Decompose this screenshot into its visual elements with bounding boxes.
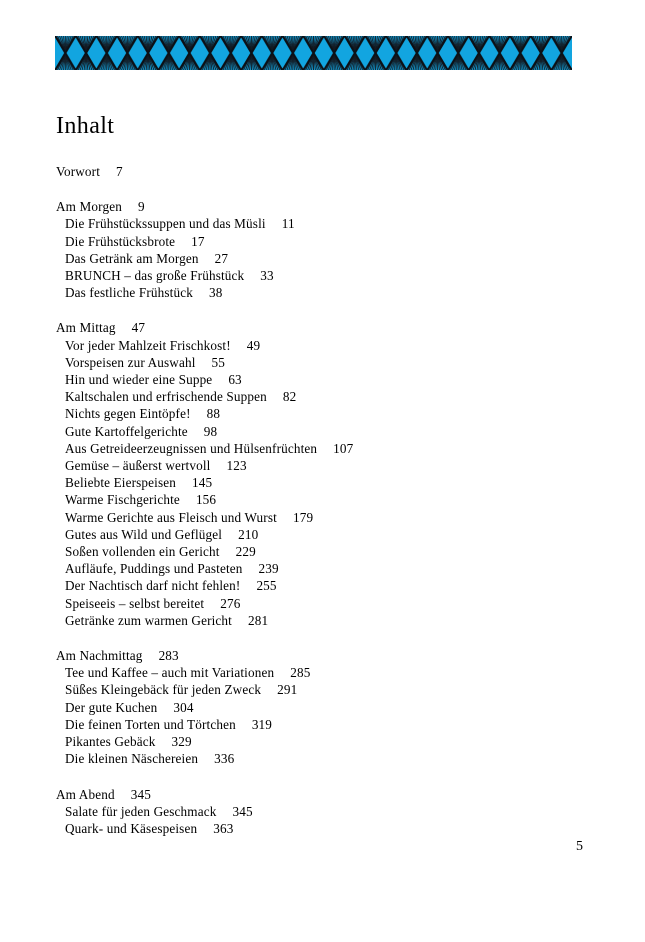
toc-entry-page-number: 239	[258, 561, 279, 577]
toc-entry-label: Aufläufe, Puddings und Pasteten	[65, 561, 243, 577]
toc-entry-page-number: 88	[206, 406, 221, 422]
toc-entry-label: Tee und Kaffee – auch mit Variationen	[65, 665, 275, 681]
toc-sub-entry[interactable]	[0, 284, 645, 301]
toc-entry-page-number: 17	[191, 233, 205, 249]
toc-entry-page-number: 210	[238, 526, 259, 542]
toc-entry-page-number: 9	[137, 199, 145, 215]
toc-section-entry[interactable]	[0, 163, 645, 180]
toc-entry-page-number: 291	[277, 682, 298, 698]
toc-entry-label: Süßes Kleingebäck für jeden Zweck	[65, 682, 262, 698]
toc-entry-page-number: 229	[235, 544, 256, 560]
toc-entry-label: Am Morgen	[56, 199, 122, 215]
toc-sub-entry[interactable]	[0, 474, 645, 491]
toc-entry-page-number: 63	[228, 372, 242, 388]
toc-group	[0, 647, 645, 767]
toc-sub-entry[interactable]	[0, 803, 645, 820]
toc-entry-label: Beliebte Eierspeisen	[65, 475, 177, 491]
toc-entry-label: Vorwort	[56, 164, 101, 179]
toc-entry-page-number: 156	[195, 492, 217, 508]
toc-entry-page-number: 38	[208, 285, 223, 301]
toc-sub-entry[interactable]	[0, 371, 645, 388]
toc-entry-page-number: 145	[192, 475, 213, 491]
toc-entry-page-number: 27	[214, 250, 229, 266]
toc-entry-page-number: 98	[203, 423, 218, 439]
toc-sub-entry[interactable]	[0, 612, 645, 629]
page-title: Inhalt	[56, 113, 115, 139]
toc-sub-entry[interactable]	[0, 664, 645, 681]
toc-entry-page-number: 11	[281, 216, 295, 232]
toc-entry-page-number: 281	[248, 612, 269, 628]
toc-entry-label: Warme Gerichte aus Fleisch und Wurst	[65, 509, 277, 525]
toc-entry-label: Aus Getreideerzeugnissen und Hülsenfrüchten	[65, 440, 318, 456]
toc-entry-page-number: 363	[213, 820, 234, 836]
toc-entry-page-number: 283	[158, 648, 179, 664]
toc-sub-entry[interactable]	[0, 440, 645, 457]
toc-section-entry[interactable]	[0, 647, 645, 664]
toc-entry-label: Vorspeisen zur Auswahl	[65, 354, 196, 370]
toc-sub-entry[interactable]	[0, 457, 645, 474]
toc-sub-entry[interactable]	[0, 750, 645, 767]
toc-entry-page-number: 345	[232, 803, 253, 819]
toc-entry-label: Das festliche Frühstück	[65, 285, 193, 301]
toc-entry-page-number: 107	[333, 440, 354, 456]
toc-entry-label: Gute Kartoffelgerichte	[65, 423, 188, 439]
toc-entry-label: Der gute Kuchen	[65, 699, 158, 715]
toc-sub-entry[interactable]	[0, 820, 645, 837]
toc-entry-page-number: 285	[290, 665, 311, 681]
toc-sub-entry[interactable]	[0, 423, 645, 440]
toc-sub-entry[interactable]	[0, 215, 645, 232]
toc-group	[0, 319, 645, 629]
toc-entry-page-number: 319	[251, 716, 273, 732]
toc-entry-label: Die kleinen Näschereien	[65, 751, 199, 767]
toc-entry-page-number: 55	[211, 354, 226, 370]
toc-sub-entry[interactable]	[0, 509, 645, 526]
toc-entry-label: Hin und wieder eine Suppe	[65, 372, 213, 388]
toc-entry-page-number: 255	[256, 578, 277, 594]
toc-sub-entry[interactable]	[0, 543, 645, 560]
toc-entry-page-number: 82	[282, 389, 297, 405]
toc-entry-label: Soßen vollenden ein Gericht	[65, 544, 220, 560]
toc-entry-label: Kaltschalen und erfrischende Suppen	[65, 389, 267, 405]
toc-group	[0, 163, 645, 180]
toc-sub-entry[interactable]	[0, 699, 645, 716]
toc-entry-label: Pikantes Gebäck	[65, 734, 156, 750]
decorative-band	[55, 36, 572, 70]
toc-group	[0, 786, 645, 838]
toc-sub-entry[interactable]	[0, 250, 645, 267]
toc-entry-label: Am Mittag	[56, 320, 116, 336]
toc-entry-label: Vor jeder Mahlzeit Frischkost!	[65, 337, 231, 353]
toc-entry-page-number: 304	[173, 699, 194, 715]
toc-entry-page-number: 47	[131, 320, 146, 336]
toc-entry-label: Der Nachtisch darf nicht fehlen!	[65, 578, 241, 594]
toc-entry-label: Quark- und Käsespeisen	[65, 820, 198, 836]
toc-sub-entry[interactable]	[0, 681, 645, 698]
toc-entry-label: Gutes aus Wild und Geflügel	[65, 526, 223, 542]
toc-entry-page-number: 179	[292, 509, 314, 525]
toc-entry-label: Gemüse – äußerst wertvoll	[65, 458, 211, 474]
toc-entry-label: Speiseeis – selbst bereitet	[65, 595, 205, 611]
page-number: 5	[576, 839, 583, 854]
toc-entry-label: BRUNCH – das große Frühstück	[65, 268, 245, 284]
toc-entry-page-number: 329	[171, 734, 192, 750]
table-of-contents	[0, 163, 645, 837]
toc-sub-entry[interactable]	[0, 716, 645, 733]
toc-section-entry[interactable]	[0, 319, 645, 336]
toc-entry-label: Das Getränk am Morgen	[65, 250, 199, 266]
toc-group	[0, 198, 645, 301]
toc-entry-label: Nichts gegen Eintöpfe!	[65, 406, 191, 422]
toc-entry-label: Salate für jeden Geschmack	[65, 803, 217, 819]
toc-section-entry[interactable]	[0, 198, 645, 215]
toc-sub-entry[interactable]	[0, 491, 645, 508]
toc-entry-label: Am Nachmittag	[56, 648, 143, 664]
toc-entry-page-number: 276	[220, 595, 241, 611]
toc-sub-entry[interactable]	[0, 388, 645, 405]
toc-entry-label: Die feinen Torten und Törtchen	[65, 716, 236, 732]
toc-entry-page-number: 336	[214, 751, 235, 767]
toc-sub-entry[interactable]	[0, 267, 645, 284]
toc-entry-page-number: 49	[246, 337, 261, 353]
toc-sub-entry[interactable]	[0, 577, 645, 594]
toc-sub-entry[interactable]	[0, 337, 645, 354]
toc-sub-entry[interactable]	[0, 526, 645, 543]
toc-section-entry[interactable]	[0, 786, 645, 803]
toc-sub-entry[interactable]	[0, 233, 645, 250]
toc-entry-page-number: 7	[116, 164, 123, 179]
toc-entry-label: Getränke zum warmen Gericht	[65, 612, 232, 628]
toc-sub-entry[interactable]	[0, 354, 645, 371]
toc-sub-entry[interactable]	[0, 405, 645, 422]
toc-entry-label: Die Frühstücksbrote	[65, 233, 176, 249]
toc-sub-entry[interactable]	[0, 560, 645, 577]
toc-entry-page-number: 345	[130, 786, 151, 802]
toc-sub-entry[interactable]	[0, 595, 645, 612]
toc-entry-page-number: 33	[260, 268, 274, 284]
toc-entry-label: Am Abend	[56, 786, 115, 802]
toc-sub-entry[interactable]	[0, 733, 645, 750]
toc-entry-label: Die Frühstückssuppen und das Müsli	[65, 216, 266, 232]
toc-entry-page-number: 123	[226, 458, 247, 474]
toc-entry-label: Warme Fischgerichte	[65, 492, 180, 508]
